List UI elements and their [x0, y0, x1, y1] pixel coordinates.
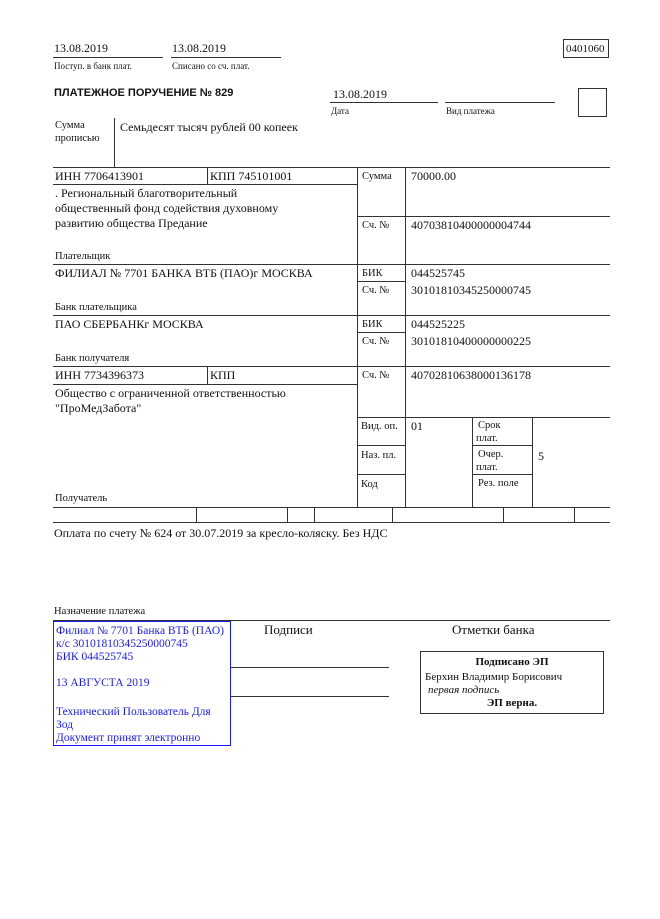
stamp-line: Филиал № 7701 Банка ВТБ (ПАО)	[56, 625, 224, 637]
esign-signer: Берхин Владимир Борисович	[425, 671, 563, 683]
payee-bank-label: Банк получателя	[55, 353, 130, 364]
payee-inn: ИНН 7734396373	[55, 368, 144, 382]
payer-name-line: общественный фонд содействия духовному	[55, 201, 279, 215]
esign-box	[420, 651, 604, 714]
payer-label: Плательщик	[55, 251, 111, 262]
stamp-date: 13 АВГУСТА 2019	[56, 677, 150, 689]
payer-account-label: Сч. №	[362, 220, 390, 231]
op-type: 01	[411, 419, 423, 433]
payer-bank-bik: 044525745	[411, 266, 465, 280]
date-label: Дата	[331, 106, 349, 116]
debited-date: 13.08.2019	[172, 41, 226, 55]
payment-purpose: Оплата по счету № 624 от 30.07.2019 за кресло-коляску. Без НДС	[54, 526, 388, 540]
payee-account-label: Сч. №	[362, 370, 390, 381]
op-type-label: Вид. оп.	[361, 421, 398, 432]
stamp-line: БИК 044525745	[56, 651, 134, 663]
amount-words: Семьдесят тысяч рублей 00 копеек	[120, 120, 298, 134]
sum-value: 70000.00	[411, 169, 456, 183]
sum-label: Сумма	[362, 171, 392, 182]
form-code: 0401060	[563, 39, 609, 58]
payer-bank-name: ФИЛИАЛ № 7701 БАНКА ВТБ (ПАО)г МОСКВА	[55, 266, 313, 280]
esign-title: Подписано ЭП	[475, 656, 549, 668]
signatures-label: Подписи	[264, 622, 313, 637]
status-box	[578, 88, 607, 117]
payee-bank-name: ПАО СБЕРБАНКг МОСКВА	[55, 317, 204, 331]
payee-bank-account: 30101810400000000225	[411, 334, 531, 348]
payee-kpp: КПП	[210, 368, 236, 382]
stamp-line: Технический Пользователь Для	[56, 706, 211, 718]
payer-bank-account-label: Сч. №	[362, 285, 390, 296]
esign-role: первая подпись	[428, 684, 500, 696]
esign-status: ЭП верна.	[486, 697, 538, 709]
payment-type-label: Вид платежа	[446, 106, 495, 116]
payer-name-line: . Региональный благотворительный	[55, 186, 238, 200]
payee-account: 40702810638000136178	[411, 368, 531, 382]
term-label: Срок	[478, 420, 501, 431]
bank-stamp	[53, 621, 231, 746]
payee-name-line: Общество с ограниченной ответственностью	[55, 386, 286, 400]
priority-label: Очер.	[478, 449, 504, 460]
amount-words-label: Сумма прописью	[55, 120, 100, 144]
payer-inn: ИНН 7706413901	[55, 169, 144, 183]
reserve-label: Рез. поле	[478, 478, 519, 489]
purpose-code-label: Наз. пл.	[361, 450, 397, 461]
code-label: Код	[361, 479, 378, 490]
debited-label: Списано со сч. плат.	[172, 61, 250, 71]
payee-name-line: "ПроМедЗабота"	[55, 401, 142, 415]
stamp-line: Зод	[56, 719, 74, 731]
payer-bank-account: 30101810345250000745	[411, 283, 531, 297]
stamp-line: Документ принят электронно	[56, 732, 201, 744]
document-title: ПЛАТЕЖНОЕ ПОРУЧЕНИЕ № 829	[54, 87, 234, 99]
payer-account: 40703810400000004744	[411, 218, 531, 232]
payer-bank-label: Банк плательщика	[55, 302, 137, 313]
priority: 5	[538, 449, 544, 463]
bank-marks-label: Отметки банка	[452, 622, 535, 637]
term-label-2: плат.	[476, 433, 498, 444]
payee-bank-bik-label: БИК	[362, 319, 383, 330]
payer-bank-bik-label: БИК	[362, 268, 383, 279]
received-date: 13.08.2019	[54, 41, 108, 55]
purpose-label: Назначение платежа	[54, 606, 146, 617]
document-date: 13.08.2019	[333, 87, 387, 101]
payee-bank-bik: 044525225	[411, 317, 465, 331]
stamp-line: к/с 30101810345250000745	[56, 638, 188, 650]
payee-bank-account-label: Сч. №	[362, 336, 390, 347]
priority-label-2: плат.	[476, 462, 498, 473]
payer-kpp: КПП 745101001	[210, 169, 293, 183]
payee-label: Получатель	[55, 493, 108, 504]
received-label: Поступ. в банк плат.	[54, 61, 132, 71]
payer-name-line: развитию общества Предание	[55, 216, 208, 230]
